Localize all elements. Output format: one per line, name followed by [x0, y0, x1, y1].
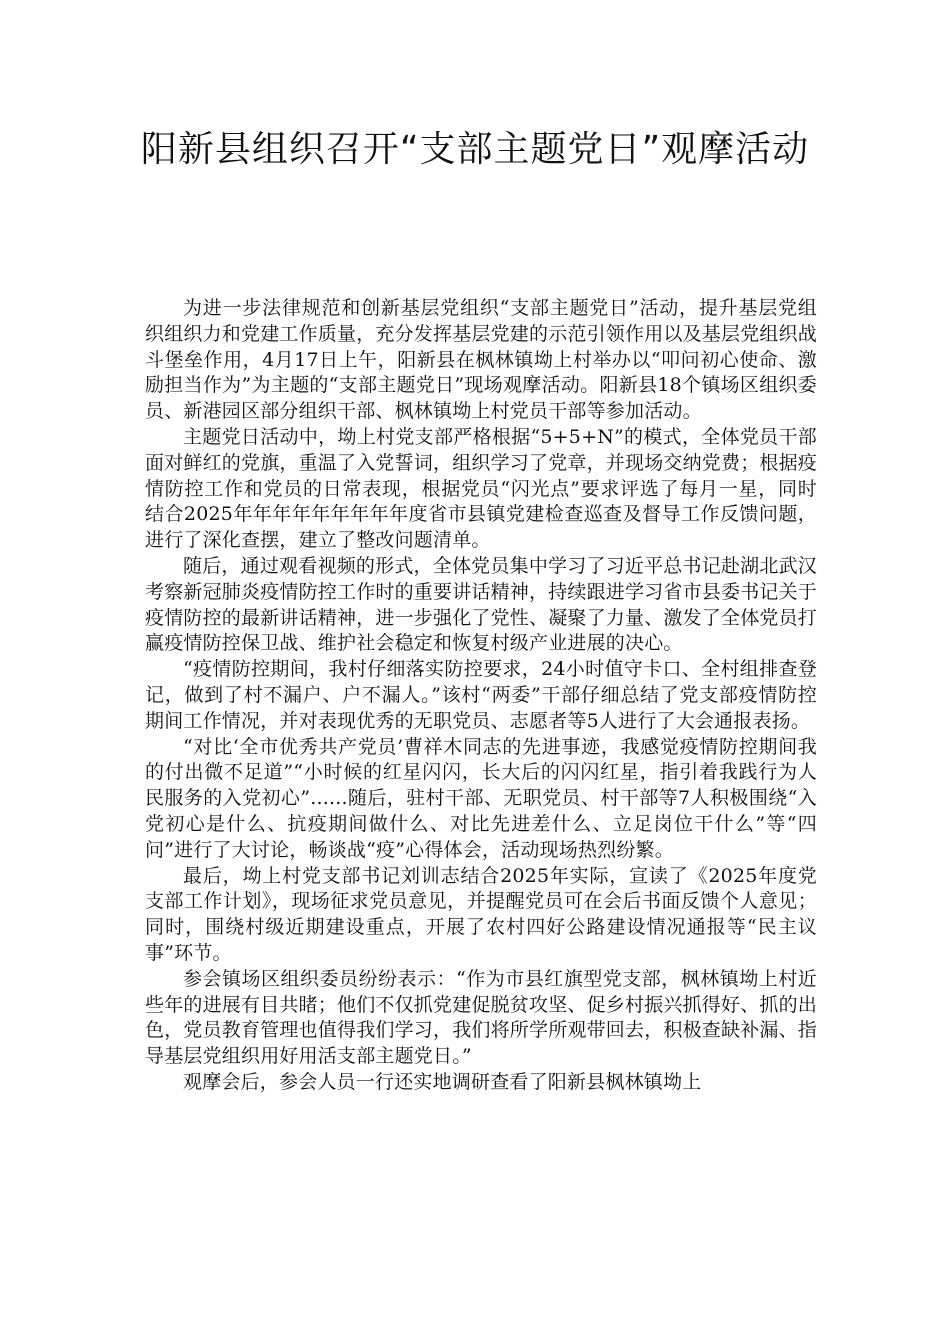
document-body: [145, 296, 817, 1096]
paragraph: 为进一步法律规范和创新基层党组织“支部主题党日”活动，提升基层党组织组织力和党建工作质量，充分发挥基层党建的示范引领作用以及基层党组织战斗堡垒作用，4月17日上午，阳新县在枫林镇坳上村举办以“叩问初心使命、激励担当作为”为主题的“支部主题党日”现场观摩活动。阳新县18个镇场区组织委员、新港园区部分组织干部、枫林镇坳上村党员干部等参加活动。: [145, 297, 818, 423]
document-title: 阳新县组织召开“支部主题党日”观摩活动: [140, 129, 810, 170]
paragraph: 最后，坳上村党支部书记刘训志结合2025年实际，宣读了《2025年度党支部工作计划》，现场征求党员意见，并提醒党员可在会后书面反馈个人意见；同时，围绕村级近期建设重点，开展了农村四好公路建设情况通报等“民主议事”环节。: [145, 864, 817, 964]
paragraph: “对比‘全市优秀共产党员’曹祥木同志的先进事迹，我感觉疫情防控期间我的付出微不足道”“小时候的红星闪闪，长大后的闪闪红星，指引着我践行为人民服务的入党初心”......随后，驻村干部、无职党员、村干部等7人积极围绕“入党初心是什么、抗疫期间做什么、对比先进差什么、立足岗位干什么”等“四问”进行了大讨论，畅谈战“疫”心得体会，活动现场热烈纷繁。: [145, 735, 817, 861]
paragraph: “疫情防控期间，我村仔细落实防控要求，24小时值守卡口、全村组排查登记，做到了村不漏户、户不漏人。”该村“两委”干部仔细总结了党支部疫情防控期间工作情况，并对表现优秀的无职党员、志愿者等5人进行了大会通报表扬。: [145, 658, 817, 732]
paragraph: 主题党日活动中，坳上村党支部严格根据“5+5+N”的模式，全体党员干部面对鲜红的党旗，重温了入党誓词，组织学习了党章，并现场交纳党费；根据疫情防控工作和党员的日常表现，根据党员“闪光点”要求评选了每月一星，同时结合2025年年年年年年年年年度省市县镇党建检查巡查及督导工作反馈问题，进行了深化查摆，建立了整改问题清单。: [145, 425, 818, 552]
paragraph: 参会镇场区组织委员纷纷表示：“作为市县红旗型党支部，枫林镇坳上村近些年的进展有目共睹；他们不仅抓党建促脱贫攻坚、促乡村振兴抓得好、抓的出色，党员教育管理也值得我们学习，我们将所学所观带回去，积极查缺补漏、指导基层党组织用好用活支部主题党日。”: [145, 967, 818, 1068]
paragraph: 随后，通过观看视频的形式，全体党员集中学习了习近平总书记赴湖北武汉考察新冠肺炎疫情防控工作时的重要讲话精神，持续跟进学习省市县委书记关于疫情防控的最新讲话精神，进一步强化了党性、凝聚了力量、激发了全体党员打赢疫情防控保卫战、维护社会稳定和恢复村级产业进展的决心。: [145, 554, 818, 655]
paragraph: 观摩会后，参会人员一行还实地调研查看了阳新县枫林镇坳上: [183, 1070, 702, 1093]
